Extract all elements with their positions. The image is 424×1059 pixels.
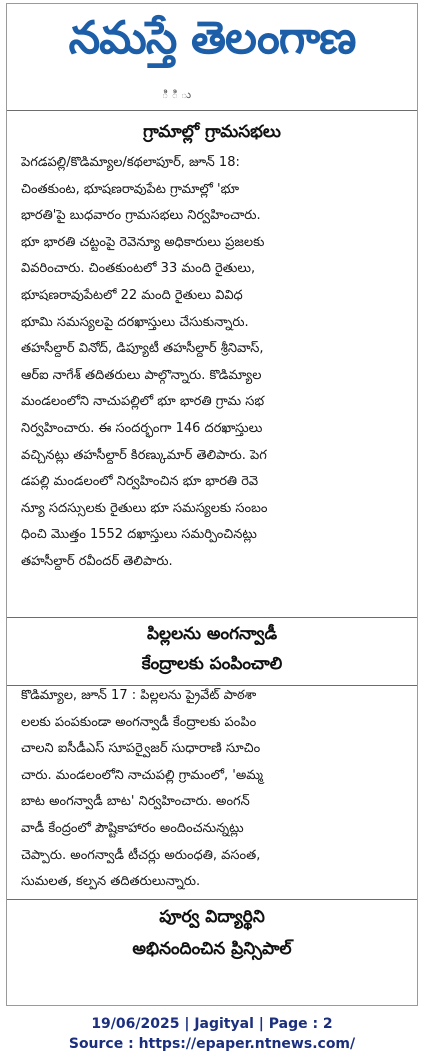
article-line: బాట అంగన్వాడీ బాట' నిర్వహించారు. అంగన్ [21, 794, 250, 810]
page-info: 19/06/2025 | Jagityal | Page : 2 [91, 1016, 333, 1032]
article-line: లలకు పంపకుండా అంగన్వాడీ కేంద్రాలకు పంపిం [21, 714, 257, 730]
article-line: వచ్చినట్లు తహసీల్దార్ కిరణ్కుమార్ తెలిపారు. పెగ [21, 447, 267, 463]
article-line: చింతకుంట, భూషణరావుపేట గ్రామాల్లో 'భూ [21, 181, 240, 197]
divider [7, 899, 417, 900]
article-line: వాడీ కేంద్రంలో పౌష్టికాహారం అందించనున్నట్లు [21, 820, 244, 836]
masthead [7, 4, 417, 82]
divider [7, 617, 417, 618]
article-line: మండలంలోని నాచుపల్లిలో భూ భారతి గ్రామ సభ [21, 394, 265, 410]
article-2-body [21, 683, 407, 896]
article-2-headline-line-2: కేంద్రాలకు పంపించాలి [141, 654, 283, 674]
divider [7, 110, 417, 111]
article-line: పెగడపల్లి/కొడిమ్యాల/కథలాపూర్, జూన్ 18: [21, 155, 240, 170]
article-3-headline-line-2: అభినందించిన ప్రిన్సిపాల్ [132, 939, 292, 959]
article-line: భారతి'పై బుధవారం గ్రామసభలు నిర్వహించారు. [21, 208, 261, 224]
article-line: భూ భారతి చట్టంపై రెవెన్యూ అధికారులు ప్రజలకు [21, 234, 265, 250]
article-line: కొడిమ్యాల, జూన్ 17 : పిల్లలను ప్రైవేట్ పాఠశా [21, 688, 257, 703]
article-line: చారు. మండలంలోని నాచుపల్లి గ్రామంలో, 'అమ్మ [21, 767, 264, 783]
newspaper-clipping [6, 3, 418, 1006]
article-line: వివరించారు. చింతకుంటలో 33 మంది రైతులు, [21, 261, 256, 277]
source-link[interactable]: Source : https://epaper.ntnews.com/ [68, 1036, 356, 1052]
article-line: భూమి సమస్యలపై దరఖాస్తులు చేసుకున్నారు. [21, 314, 249, 330]
article-line: తహసీల్దార్ రవీందర్ తెలిపారు. [21, 553, 173, 569]
article-line: న్యూ సదస్సులకు రైతులు భూ సమస్యలకు సంబం [21, 500, 268, 516]
masthead-title: నమస్తే తెలంగాణ [68, 11, 356, 64]
article-line: ఆర్ఐ నాగేశ్ తదితరులు పాల్గొన్నారు. కొడిమ్యాల [21, 367, 262, 383]
article-line: చాలని ఐసీడీఎస్ సూపర్వైజర్ సుధారాణి సూచిం [21, 741, 261, 757]
article-3-headline-line-1: పూర్వ విద్యార్థిని [159, 907, 265, 927]
article-1-body [21, 150, 407, 576]
article-line: డపల్లి మండలంలో నిర్వహించిన భూ భారతి రెవె [21, 474, 259, 490]
cropped-text-fragment: ి ి ు [162, 88, 192, 101]
article-line: భూషణరావుపేటలో 22 మంది రైతులు వివిధ [21, 287, 243, 303]
article-line: నిర్వహించారు. ఈ సందర్భంగా 146 దరఖాస్తులు [21, 420, 263, 436]
article-line: ధించి మొత్తం 1552 దఖాస్తులు సమర్పించినట్లు [21, 527, 257, 543]
article-line: సుమలత, కల్పన తదితరులున్నారు. [21, 874, 201, 890]
article-line: తహసీల్దార్ వినోద్, డిప్యూటీ తహసీల్దార్ శ్రీనివాస్, [21, 341, 264, 357]
article-2-headline-line-1: పిల్లలను అంగన్వాడీ [146, 624, 278, 644]
article-line: చెప్పారు. అంగన్వాడీ టీచర్లు అరుంధతి, వసంత, [21, 847, 261, 863]
article-1-headline: గ్రామాల్లో గ్రామసభలు [143, 122, 281, 142]
